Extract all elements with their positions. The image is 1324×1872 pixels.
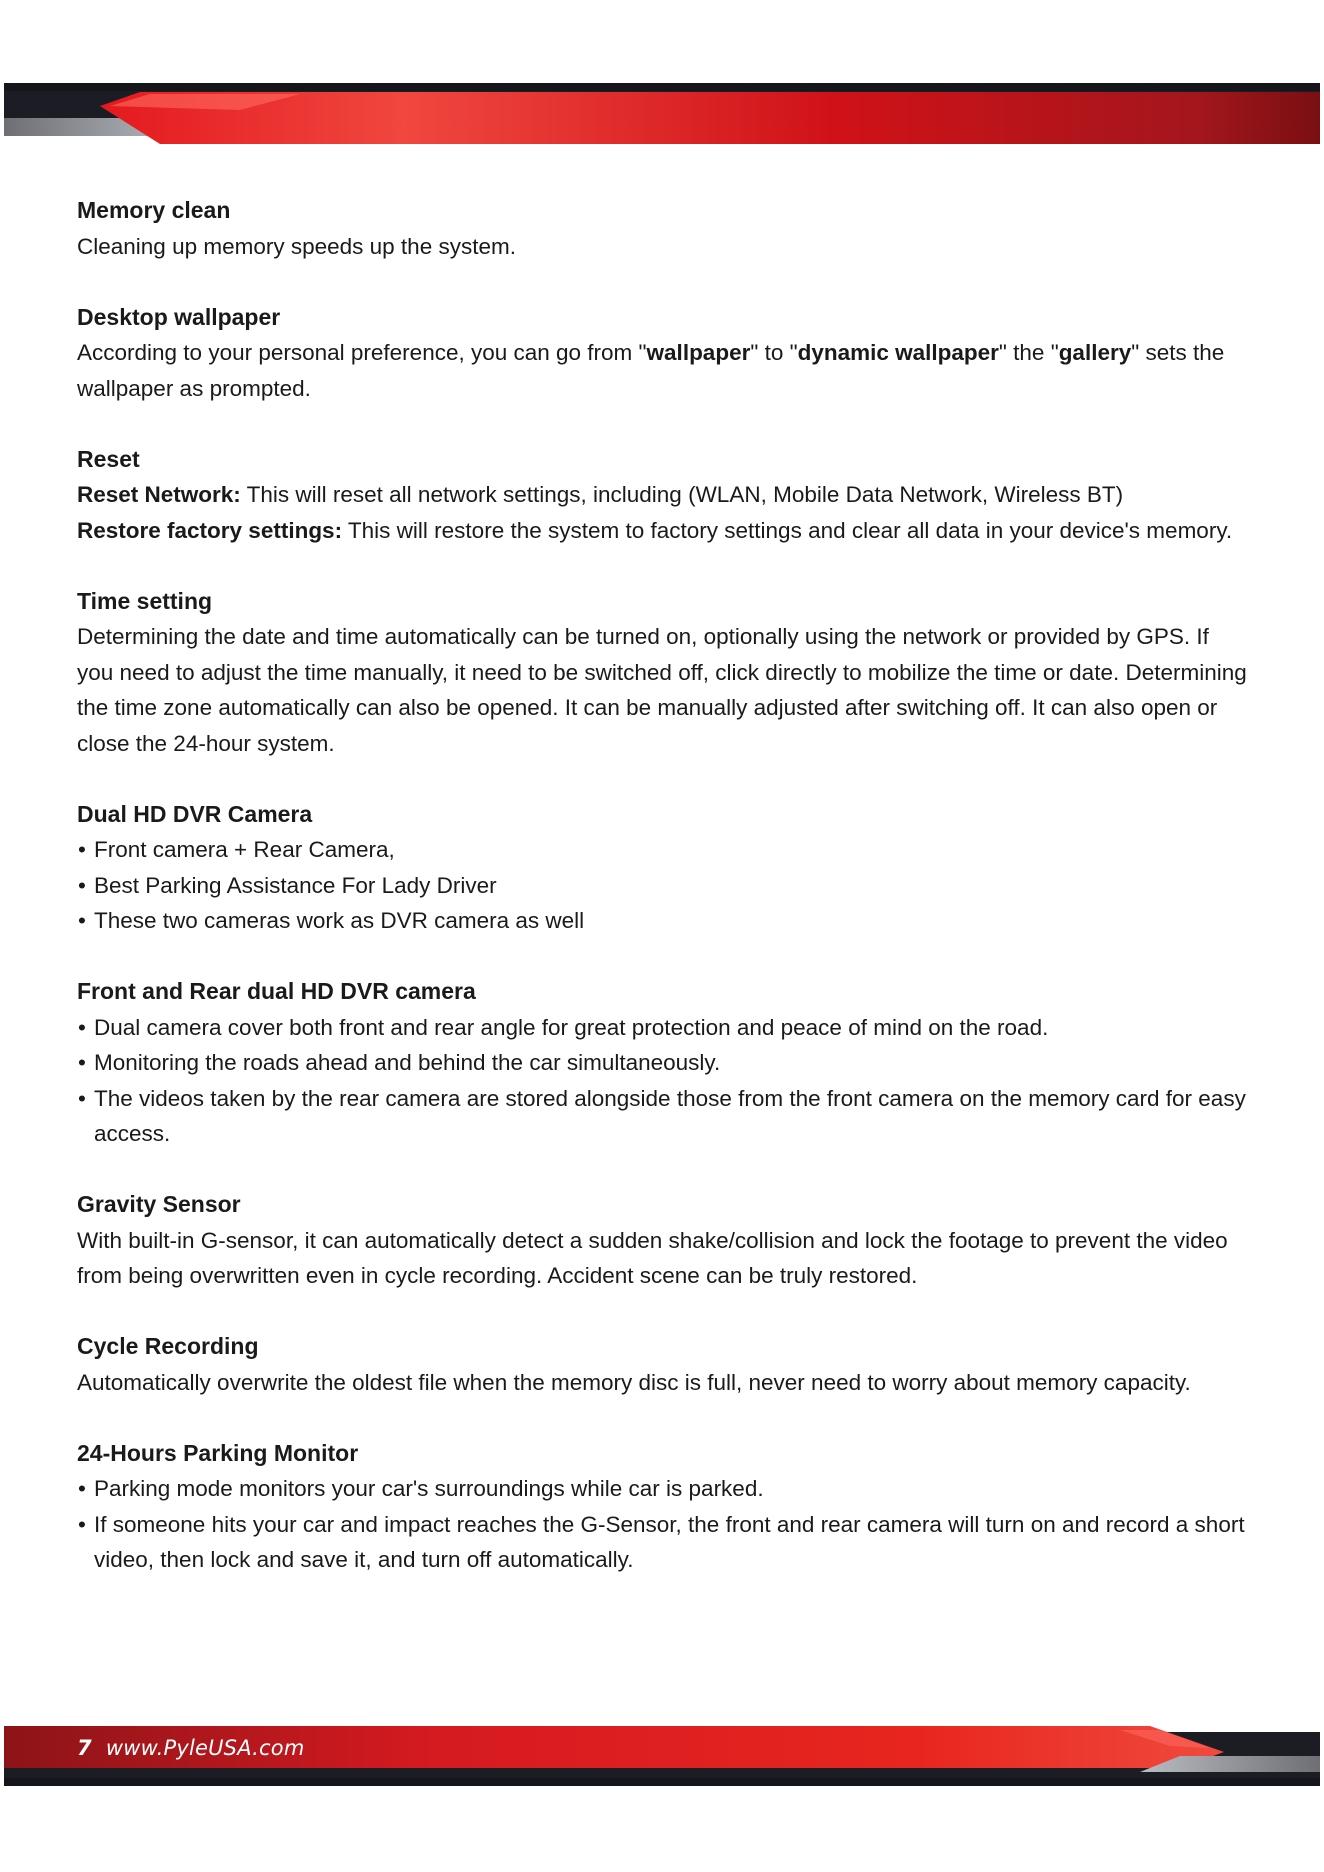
section-reset: [77, 442, 1247, 549]
reset-network-label: Reset Network:: [77, 482, 241, 507]
list-item: • Dual camera cover both front and rear angle for great protection and peace of mind on the road.: [78, 1014, 1049, 1040]
section-desktop-wallpaper: [77, 300, 1247, 407]
reset-network-text: This will reset all network settings, including (WLAN, Mobile Data Network, Wireless BT): [240, 482, 1124, 507]
heading-gravity-sensor: Gravity Sensor: [77, 1191, 241, 1217]
bullet-list: [77, 832, 1247, 939]
text-reset-network: [77, 477, 1247, 513]
bullet-list: [77, 1010, 1247, 1152]
bullet-list: [77, 1471, 1247, 1578]
restore-factory-label: Restore factory settings:: [77, 517, 343, 543]
heading-reset: Reset: [77, 445, 140, 472]
wallpaper-text-part: According to your personal preference, you can go from ": [77, 340, 647, 365]
wallpaper-text-part: " the ": [998, 340, 1059, 365]
heading-parking-monitor: 24-Hours Parking Monitor: [77, 1439, 359, 1466]
heading-time-setting: Time setting: [77, 587, 213, 614]
list-item: • Front camera + Rear Camera,: [78, 837, 395, 862]
wallpaper-keyword: wallpaper: [646, 340, 751, 365]
text-cycle-recording: Automatically overwrite the oldest file when the memory disc is full, never need to worry about memory capacity.: [77, 1369, 1191, 1395]
page-number: 7: [77, 1736, 92, 1760]
list-item: • Best Parking Assistance For Lady Driver: [78, 872, 497, 898]
website-url: www.PyleUSA.com: [105, 1736, 305, 1760]
section-time-setting: [77, 584, 1247, 762]
section-parking-monitor: [77, 1436, 1247, 1578]
text-gravity-sensor: With built-in G-sensor, it can automatically detect a sudden shake/collision and lock the footage to prevent the video from being overwritten even in cycle recording. Accident scene can be truly restored.: [77, 1227, 1228, 1288]
heading-memory-clean: Memory clean: [77, 197, 231, 223]
heading-cycle-recording: Cycle Recording: [77, 1333, 259, 1359]
manual-content: [77, 193, 1247, 1613]
wallpaper-text-part: " sets the wallpaper as prompted.: [77, 340, 1225, 401]
text-desktop-wallpaper: [77, 335, 1247, 406]
section-gravity-sensor: [77, 1187, 1247, 1294]
list-item: • If someone hits your car and impact reaches the G-Sensor, the front and rear camera will turn on and record a short video, then lock and save it, and turn off automatically.: [78, 1511, 1245, 1572]
section-cycle-recording: [77, 1329, 1247, 1400]
text-restore-factory: [77, 513, 1247, 549]
section-dual-hd-dvr: [77, 797, 1247, 939]
section-memory-clean: [77, 193, 1247, 264]
footer-page-info: [77, 1736, 305, 1760]
gallery-keyword: gallery: [1058, 340, 1132, 365]
text-memory-clean: Cleaning up memory speeds up the system.: [77, 233, 516, 259]
section-front-rear-dvr: [77, 974, 1247, 1152]
list-item: • Monitoring the roads ahead and behind the car simultaneously.: [78, 1050, 721, 1075]
header-decorative-band: [0, 80, 1324, 146]
restore-factory-text: This will restore the system to factory settings and clear all data in your device's memory.: [342, 517, 1233, 543]
heading-front-rear-dvr: Front and Rear dual HD DVR camera: [77, 978, 476, 1004]
heading-dual-hd-dvr: Dual HD DVR Camera: [77, 800, 313, 827]
text-time-setting: Determining the date and time automatically can be turned on, optionally using the network or provided by GPS. If you need to adjust the time manually, it need to be switched off, click directly to mobilize the time or date. Determining the time zone automatically can also be opened. It can be manually adjusted after switching off. It can also open or close the 24-hour system.: [77, 624, 1247, 756]
list-item: • The videos taken by the rear camera are stored alongside those from the front camera on the memory card for easy access.: [78, 1085, 1246, 1146]
list-item: • Parking mode monitors your car's surroundings while car is parked.: [78, 1476, 764, 1501]
wallpaper-text-part: " to ": [750, 340, 798, 365]
list-item: • These two cameras work as DVR camera as well: [78, 908, 585, 933]
heading-desktop-wallpaper: Desktop wallpaper: [77, 303, 281, 330]
dynamic-wallpaper-keyword: dynamic wallpaper: [797, 340, 999, 365]
